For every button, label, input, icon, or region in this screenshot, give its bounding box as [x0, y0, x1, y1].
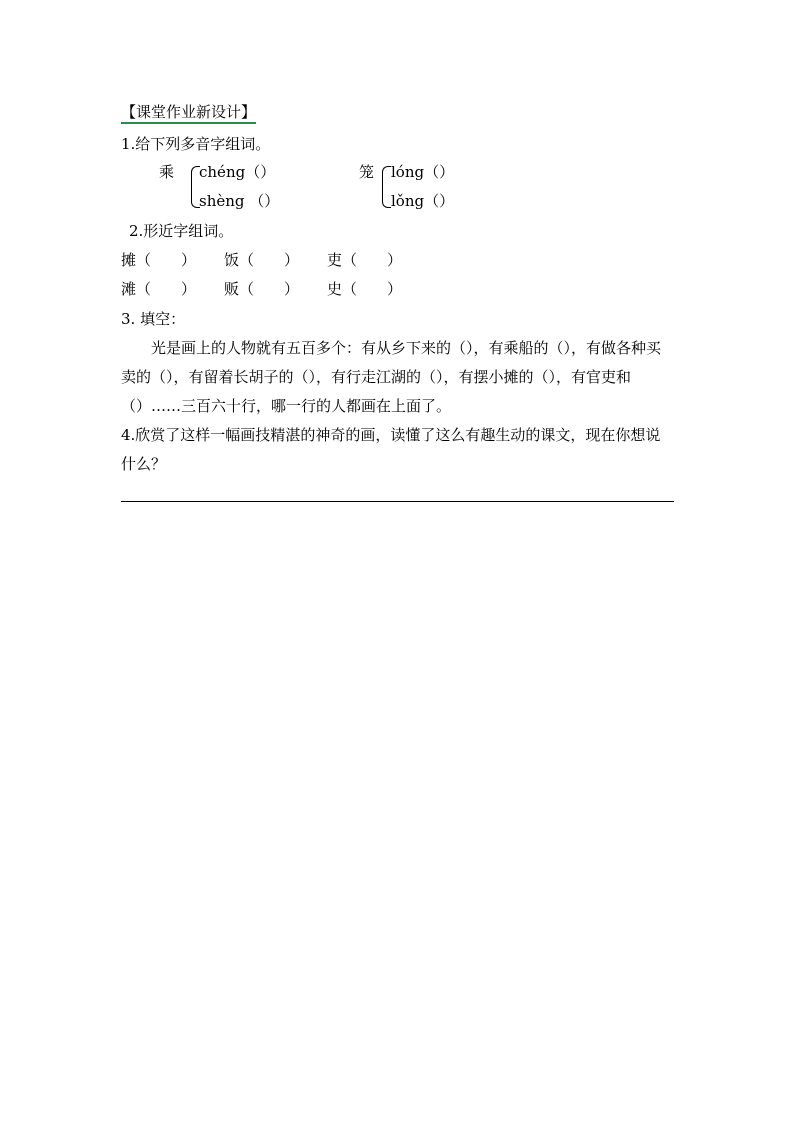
- q1-reading: lǒng（）: [391, 192, 455, 210]
- q1-char-2: 笼: [359, 163, 375, 181]
- q1-reading: shèng （）: [199, 192, 280, 210]
- q2-item: 史（ ）: [327, 280, 403, 298]
- q2-item: 吏（ ）: [327, 251, 403, 269]
- q4-paragraph: 4.欣赏了这样一幅画技精湛的神奇的画，读懂了这么有趣生动的课文，现在你想说什么？: [121, 426, 661, 473]
- q1-reading: chéng（）: [199, 163, 276, 181]
- q2-item: 摊（ ）: [121, 251, 197, 269]
- q1-reading: lóng（）: [391, 163, 455, 181]
- q2-item: 贩（ ）: [224, 280, 300, 298]
- q1-char-1: 乘: [159, 163, 175, 181]
- q2-item: 饭（ ）: [224, 251, 300, 269]
- q2-item: 滩（ ）: [121, 280, 197, 298]
- section-title: 【课堂作业新设计】: [121, 105, 256, 124]
- q2-title: 2.形近字组词。: [129, 222, 234, 240]
- q1-title: 1.给下列多音字组词。: [121, 135, 271, 153]
- q3-paragraph: 光是画上的人物就有五百多个：有从乡下来的（），有乘船的（），有做各种买卖的（），有留着长胡子的（），有行走江湖的（），有摆小摊的（），有官吏和（）……三百六十行，哪一行的人都画在上面了。: [121, 339, 662, 415]
- brace-icon: [382, 166, 391, 208]
- answer-line: [121, 501, 674, 502]
- q3-title: 3. 填空：: [121, 310, 186, 328]
